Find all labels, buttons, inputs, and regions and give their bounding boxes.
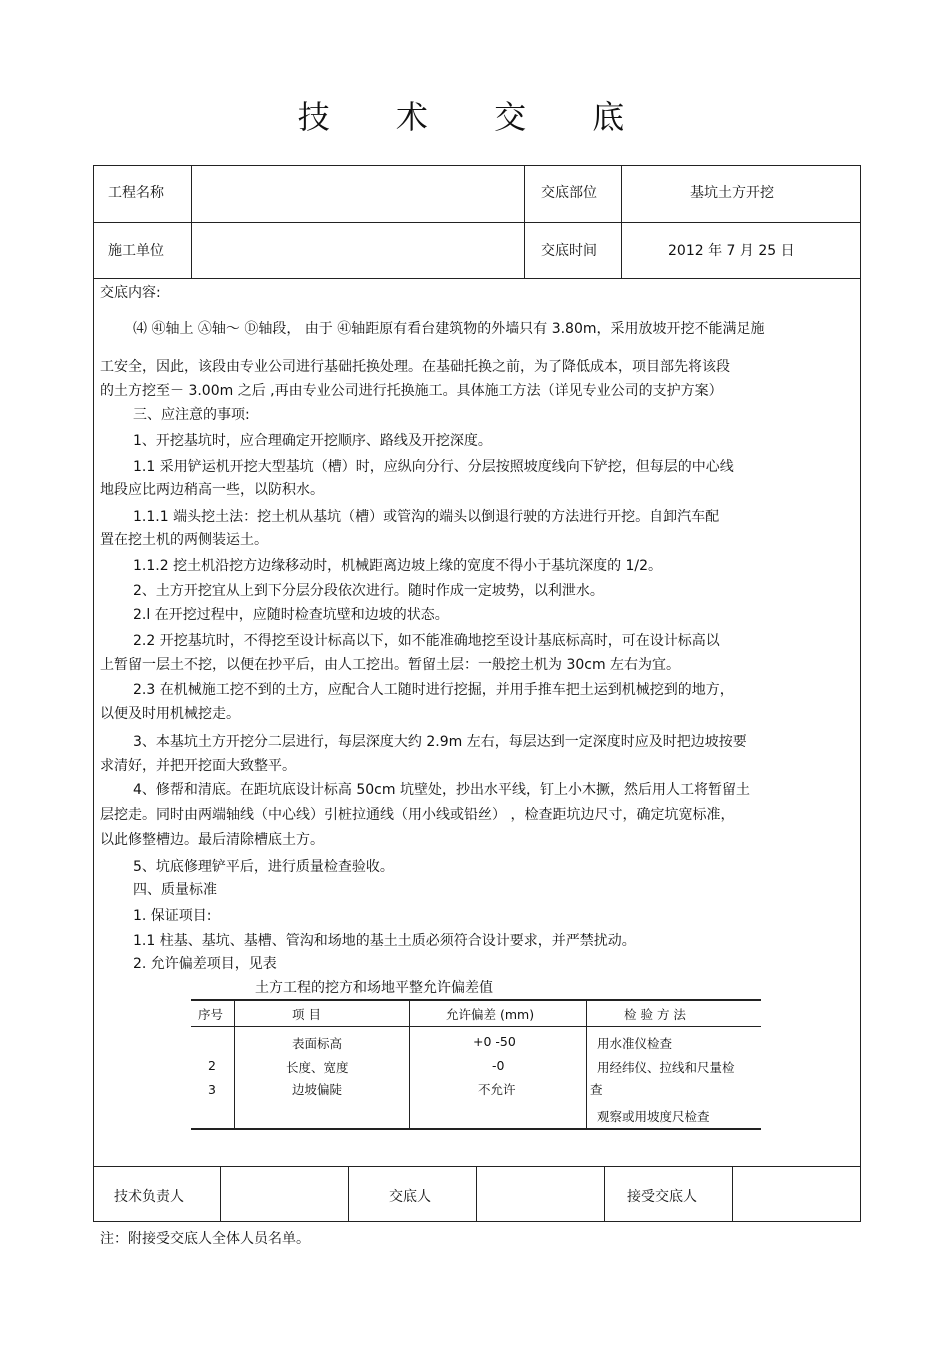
table-header-no: 序号 [198,1007,224,1022]
column-divider [621,165,622,278]
table-row-1-method: 用水准仪检查 [597,1036,673,1051]
content-line: 1. 保证项目: [133,908,212,924]
signature-column-divider [732,1166,733,1222]
column-divider [191,165,192,278]
table-bottom-rule [191,1128,761,1130]
signature-column-divider [604,1166,605,1222]
table-row-3-no: 3 [208,1082,216,1097]
signature-row-top-rule [93,1166,861,1167]
content-line: 的土方挖至－ 3.00m 之后 ,再由专业公司进行托换施工。具体施工方法（详见专业公司的支护方案） [100,383,723,399]
row-divider [93,278,861,279]
tech-lead-label: 技术负责人 [114,1189,184,1205]
table-header-method: 检 验 方 法 [624,1007,686,1022]
table-header-tolerance: 允许偏差 (mm) [446,1007,535,1022]
content-line: 2、土方开挖宜从上到下分层分段依次进行。随时作成一定坡势，以利泄水。 [133,583,604,599]
project-name-label: 工程名称 [108,185,164,201]
content-line: 1.1.2 挖土机沿挖方边缘移动时，机械距离边坡上缘的宽度不得小于基坑深度的 1/2。 [133,558,663,574]
table-top-rule [191,999,761,1001]
handover-time-label: 交底时间 [541,243,597,259]
table-row-3-tolerance: 不允许 [478,1082,516,1097]
table-caption: 土方工程的挖方和场地平整允许偏差值 [255,980,493,996]
table-row-1-tolerance: +0 -50 [473,1034,516,1049]
table-column-divider [234,999,235,1128]
row-divider [93,222,861,223]
column-divider [524,165,525,278]
table-row-3-method: 查 [590,1082,603,1097]
content-line: 2.l 在开挖过程中，应随时检查坑壁和边坡的状态。 [133,607,449,623]
content-line: 上暂留一层土不挖，以便在抄平后，由人工挖出。暂留土层：一般挖土机为 30cm 左右为宜。 [100,657,681,673]
content-line: 5、坑底修理铲平后，进行质量检查验收。 [133,859,394,875]
content-line: 2. 允许偏差项目，见表 [133,956,277,972]
table-row-2-method: 用经纬仪、拉线和尺量检 [597,1060,735,1075]
content-line: 工安全，因此，该段由专业公司进行基础托换处理。在基础托换之前，为了降低成本，项目部先将该段 [100,359,730,375]
content-line: 1.1 柱基、基坑、基槽、管沟和场地的基土土质必须符合设计要求，并严禁扰动。 [133,933,636,949]
table-row-4-method: 观察或用坡度尺检查 [597,1109,710,1124]
table-row-1-item: 表面标高 [292,1036,343,1051]
part-label: 交底部位 [541,185,597,201]
table-row-2-no: 2 [208,1058,216,1073]
content-line: 4、修帮和清底。在距坑底设计标高 50cm 坑壁处，抄出水平线，钉上小木撅，然后用人工将暂留土 [133,782,750,798]
table-row-2-item: 长度、宽度 [286,1060,349,1075]
content-line: 四、质量标准 [133,882,217,898]
table-header-rule [191,1026,761,1027]
content-line: 1.1.1 端头挖土法：挖土机从基坑（槽）或管沟的端头以倒退行驶的方法进行开挖。自卸汽车配 [133,509,720,525]
content-line: 3、本基坑土方开挖分二层进行，每层深度大约 2.9m 左右，每层达到一定深度时应及时把边坡按要 [133,734,747,750]
content-line: ⑷ ㊶轴上 Ⓐ轴～ Ⓓ轴段， 由于 ㊶轴距原有看台建筑物的外墙只有 3.80m，采用放坡开挖不能满足施 [133,321,765,337]
table-row-2-tolerance: -0 [492,1058,505,1073]
part-value: 基坑土方开挖 [690,185,774,201]
table-header-item: 项 目 [292,1007,321,1022]
signature-column-divider [476,1166,477,1222]
content-line: 层挖走。同时由两端轴线（中心线）引桩拉通线（用小线或铅丝） ，检查距坑边尺寸，确定坑宽标准， [100,807,735,823]
content-line: 求清好，并把开挖面大致整平。 [100,758,296,774]
table-row-3-item: 边坡偏陡 [292,1082,343,1097]
receiver-label: 接受交底人 [627,1189,697,1205]
handover-time-value: 2012 年 7 月 25 日 [668,243,795,259]
content-line: 2.3 在机械施工挖不到的土方，应配合人工随时进行挖掘，并用手推车把土运到机械挖到的地方， [133,682,734,698]
content-line: 以此修整槽边。最后清除槽底土方。 [100,832,324,848]
table-column-divider [409,999,410,1128]
construction-unit-label: 施工单位 [108,243,164,259]
page-title: 技 术 交 底 [297,98,653,136]
content-line: 2.2 开挖基坑时，不得挖至设计标高以下，如不能准确地挖至设计基底标高时，可在设计标高以 [133,633,720,649]
content-line: 三、应注意的事项: [133,407,250,423]
signature-column-divider [348,1166,349,1222]
content-line: 1、开挖基坑时，应合理确定开挖顺序、路线及开挖深度。 [133,433,492,449]
table-column-divider [586,999,587,1128]
content-line: 以便及时用机械挖走。 [100,706,240,722]
footnote: 注：附接受交底人全体人员名单。 [100,1231,310,1247]
content-line: 置在挖土机的两侧装运土。 [100,532,268,548]
content-line: 地段应比两边稍高一些，以防积水。 [100,482,324,498]
content-label: 交底内容: [100,285,161,301]
presenter-label: 交底人 [389,1189,431,1205]
content-line: 1.1 采用铲运机开挖大型基坑（槽）时，应纵向分行、分层按照坡度线向下铲挖，但每层的中心线 [133,459,734,475]
signature-column-divider [220,1166,221,1222]
